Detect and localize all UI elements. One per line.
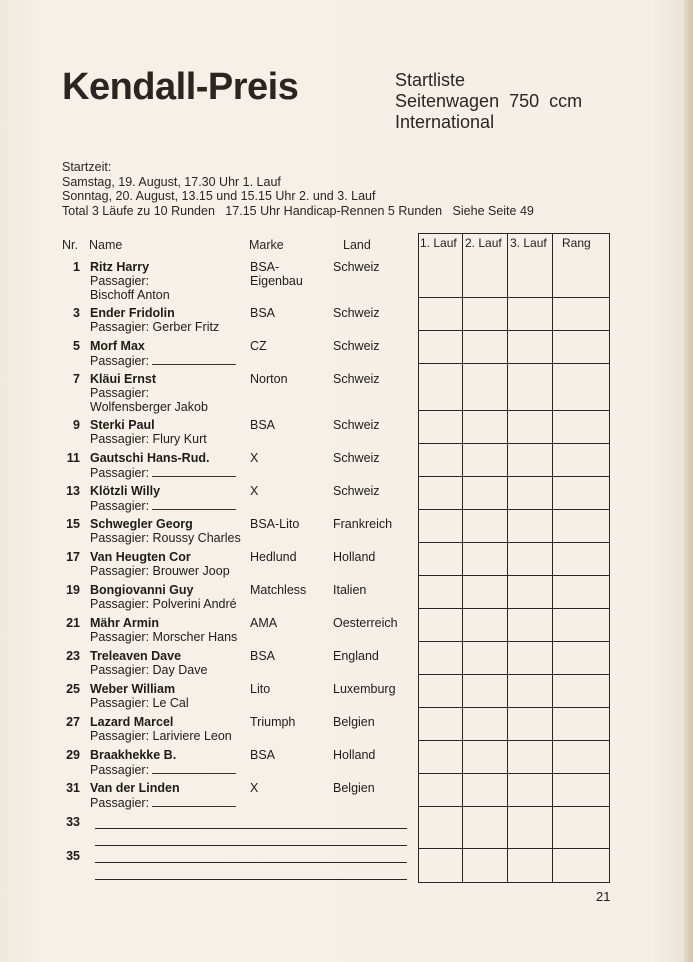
driver-name: Morf Max (90, 339, 145, 353)
country: Schweiz (333, 451, 380, 465)
header-name: Name (89, 238, 123, 252)
make: X (250, 484, 259, 498)
passenger: Passagier: (90, 499, 150, 513)
make: BSA-Lito (250, 517, 300, 531)
header-lauf1: 1. Lauf (420, 236, 457, 250)
passenger-row (90, 465, 236, 480)
make: BSA (250, 748, 276, 762)
passenger: Passagier: (90, 763, 150, 777)
driver-name: Kläui Ernst (90, 372, 156, 386)
entry-number: 9 (73, 418, 80, 432)
passenger: Passagier: Lariviere Leon (90, 729, 232, 743)
header-rang: Rang (562, 236, 591, 250)
start-info (62, 160, 534, 218)
make: BSA (250, 649, 276, 663)
start-info-line: Startzeit: (62, 160, 112, 174)
entry-number: 25 (66, 682, 80, 696)
grid-column-line (462, 234, 463, 882)
page-edge (684, 0, 693, 962)
header-lauf3: 3. Lauf (510, 236, 547, 250)
driver-name: Schwegler Georg (90, 517, 193, 531)
grid-row-line (419, 608, 609, 609)
entry-number: 3 (73, 306, 80, 320)
make: Matchless (250, 583, 307, 597)
passenger-row (90, 498, 236, 513)
page-title: Kendall-Preis (62, 66, 299, 108)
passenger-row (90, 762, 236, 777)
entry-number: 11 (66, 451, 80, 465)
make: CZ (250, 339, 267, 353)
entry-number: 19 (66, 583, 80, 597)
grid-row-line (419, 674, 609, 675)
grid-row-line (419, 509, 609, 510)
blank-entry-line (95, 828, 407, 829)
grid-row-line (419, 848, 609, 849)
driver-name: Lazard Marcel (90, 715, 174, 729)
blank-line (152, 353, 236, 365)
entry-number: 31 (66, 781, 80, 795)
make: BSA (250, 306, 276, 320)
driver-name: Ritz Harry (90, 260, 150, 274)
passenger-row (90, 795, 236, 810)
grid-row-line (419, 410, 609, 411)
country: Schweiz (333, 339, 380, 353)
driver-name: Klötzli Willy (90, 484, 161, 498)
country: Frankreich (333, 517, 393, 531)
start-info-line: Total 3 Läufe zu 10 Runden 17.15 Uhr Handicap-Rennen 5 Runden Siehe Seite 49 (62, 203, 534, 218)
country: Schweiz (333, 306, 380, 320)
entry-number: 27 (66, 715, 80, 729)
driver-name: Weber William (90, 682, 176, 696)
country: Holland (333, 550, 376, 564)
driver-name: Mähr Armin (90, 616, 159, 630)
blank-entry-line (95, 845, 407, 846)
subtitle-line: Seitenwagen 750 ccm (395, 91, 583, 111)
grid-row-line (419, 330, 609, 331)
passenger-name: Bischoff Anton (90, 288, 170, 302)
grid-row-line (419, 476, 609, 477)
driver-name: Ender Fridolin (90, 306, 175, 320)
grid-row-line (419, 443, 609, 444)
country: Holland (333, 748, 376, 762)
grid-row-line (419, 773, 609, 774)
country: Schweiz (333, 418, 380, 432)
driver-name: Van Heugten Cor (90, 550, 191, 564)
make: Lito (250, 682, 271, 696)
country: Schweiz (333, 372, 380, 386)
passenger: Passagier: Flury Kurt (90, 432, 207, 446)
driver-name: Van der Linden (90, 781, 180, 795)
blank-line (152, 795, 236, 807)
country: Luxemburg (333, 682, 396, 696)
country: Schweiz (333, 260, 380, 274)
passenger: Passagier: Morscher Hans (90, 630, 238, 644)
entry-number: 13 (66, 484, 80, 498)
start-info-line: Sonntag, 20. August, 13.15 und 15.15 Uhr 2. und 3. Lauf (62, 189, 376, 203)
grid-column-line (507, 234, 508, 882)
passenger: Passagier: (90, 354, 150, 368)
make: BSA (250, 418, 276, 432)
driver-name: Treleaven Dave (90, 649, 182, 663)
passenger: Passagier: (90, 466, 150, 480)
grid-row-line (419, 575, 609, 576)
entry-number: 7 (73, 372, 80, 386)
make: X (250, 781, 259, 795)
start-info-line: Samstag, 19. August, 17.30 Uhr 1. Lauf (62, 174, 281, 189)
grid-row-line (419, 740, 609, 741)
make: Triumph (250, 715, 296, 729)
entry-number: 17 (66, 550, 80, 564)
blank-line (152, 465, 236, 477)
entry-number: 15 (66, 517, 80, 531)
make: X (250, 451, 259, 465)
driver-name: Bongiovanni Guy (90, 583, 194, 597)
make: Norton (250, 372, 288, 386)
grid-row-line (419, 806, 609, 807)
passenger: Passagier: (90, 796, 150, 810)
header-land: Land (343, 238, 371, 252)
passenger: Passagier: Roussy Charles (90, 531, 241, 545)
entry-number: 21 (66, 616, 80, 630)
subtitle-line: Startliste (395, 70, 466, 90)
header-lauf2: 2. Lauf (465, 236, 502, 250)
passenger-name: Wolfensberger Jakob (90, 400, 208, 414)
header-nr: Nr. (62, 238, 78, 252)
driver-name: Braakhekke B. (90, 748, 177, 762)
passenger: Passagier: Le Cal (90, 696, 189, 710)
country: Oesterreich (333, 616, 398, 630)
passenger-row (90, 353, 236, 368)
blank-line (152, 498, 236, 510)
blank-line (152, 762, 236, 774)
make: Hedlund (250, 550, 297, 564)
results-grid (418, 233, 610, 883)
grid-row-line (419, 707, 609, 708)
grid-row-line (419, 297, 609, 298)
entry-number: 35 (66, 849, 80, 863)
make: AMA (250, 616, 278, 630)
passenger: Passagier: Polverini André (90, 597, 237, 611)
subtitle-line: International (395, 112, 495, 132)
country: Italien (333, 583, 367, 597)
grid-row-line (419, 641, 609, 642)
country: Schweiz (333, 484, 380, 498)
passenger: Passagier: Brouwer Joop (90, 564, 230, 578)
country: Belgien (333, 781, 375, 795)
grid-row-line (419, 542, 609, 543)
subtitle (395, 70, 582, 133)
header-marke: Marke (249, 238, 284, 252)
entry-number: 5 (73, 339, 80, 353)
entry-number: 1 (73, 260, 80, 274)
make-line2: Eigenbau (250, 274, 303, 288)
entry-number: 23 (66, 649, 80, 663)
passenger: Passagier: (90, 274, 150, 288)
driver-name: Sterki Paul (90, 418, 155, 432)
grid-column-line (552, 234, 553, 882)
driver-name: Gautschi Hans-Rud. (90, 451, 210, 465)
country: England (333, 649, 379, 663)
blank-entry-line (95, 879, 407, 880)
page-number: 21 (596, 889, 611, 904)
blank-entry-line (95, 862, 407, 863)
passenger: Passagier: Day Dave (90, 663, 208, 677)
entry-number: 33 (66, 815, 80, 829)
grid-row-line (419, 363, 609, 364)
country: Belgien (333, 715, 375, 729)
make: BSA- (250, 260, 280, 274)
entry-number: 29 (66, 748, 80, 762)
passenger: Passagier: (90, 386, 150, 400)
passenger: Passagier: Gerber Fritz (90, 320, 220, 334)
